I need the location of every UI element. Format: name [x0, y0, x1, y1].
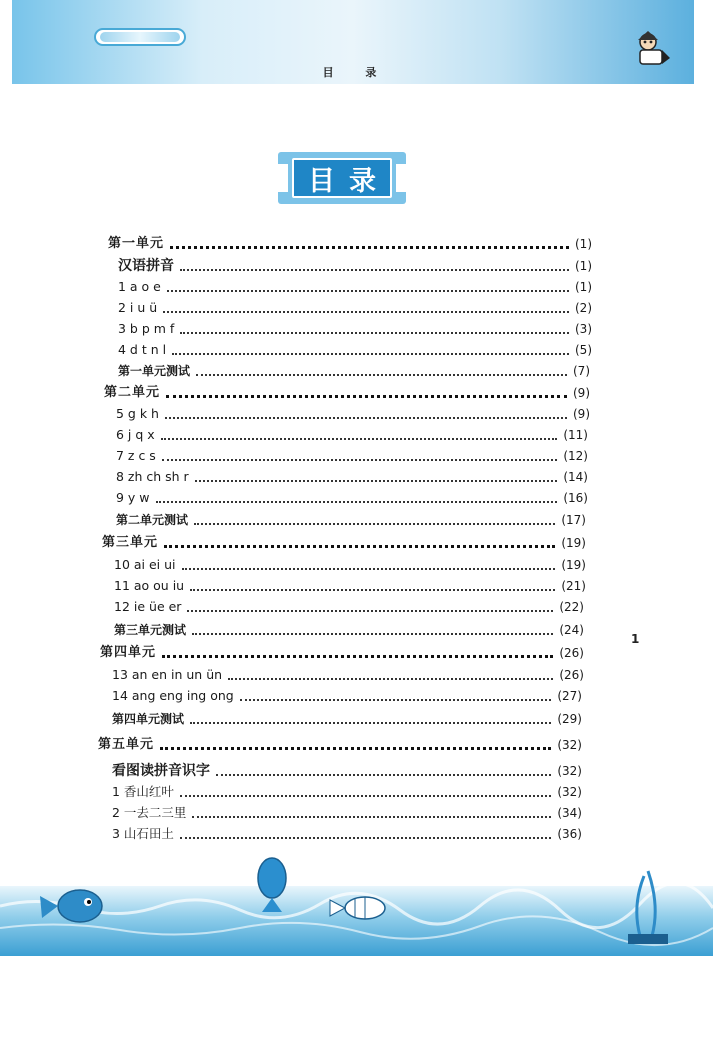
toc-lesson-row[interactable] — [118, 279, 592, 295]
toc-entry-label: 第一单元测试 — [118, 364, 191, 378]
toc-leader-dots — [182, 568, 556, 570]
toc-lesson-row[interactable] — [118, 321, 592, 337]
toc-leader-dots — [170, 246, 569, 249]
toc-entry-label: 9 y w — [116, 490, 150, 505]
toc-page-number: (21) — [561, 579, 586, 593]
toc-lesson-row[interactable] — [112, 826, 582, 842]
toc-page-number: (32) — [557, 738, 582, 752]
toc-unit-row[interactable] — [102, 535, 586, 551]
toc-page-number: (14) — [563, 470, 588, 484]
toc-leader-dots — [180, 837, 551, 839]
toc-entry-label: 看图读拼音识字 — [112, 763, 210, 779]
toc-entry-label: 3 b p m f — [118, 321, 175, 336]
toc-entry-label: 2 i u ü — [118, 300, 158, 315]
toc-page-number: (26) — [559, 668, 584, 682]
toc-leader-dots — [180, 795, 551, 797]
running-header-title: 目 录 — [322, 66, 391, 79]
toc-leader-dots — [228, 678, 553, 680]
toc-entry-label: 5 g k h — [116, 406, 159, 421]
toc-leader-dots — [167, 290, 569, 292]
toc-entry-label: 7 z c s — [116, 448, 156, 463]
toc-test-row[interactable] — [114, 622, 584, 638]
toc-entry-label: 3 山石田土 — [112, 826, 174, 841]
toc-entry-label: 6 j q x — [116, 427, 155, 442]
toc-page-number: (3) — [575, 322, 592, 336]
toc-page-number: (32) — [557, 764, 582, 778]
toc-entry-label: 14 ang eng ing ong — [112, 688, 234, 703]
toc-entry-label: 1 香山红叶 — [112, 784, 174, 799]
toc-lesson-row[interactable] — [118, 300, 592, 316]
toc-leader-dots — [161, 438, 558, 440]
toc-page-number: (9) — [573, 407, 590, 421]
toc-entry-label: 第二单元测试 — [116, 513, 189, 527]
toc-lesson-row[interactable] — [116, 406, 590, 422]
toc-leader-dots — [190, 722, 551, 724]
toc-page-number: (36) — [557, 827, 582, 841]
toc-page-number: (27) — [557, 689, 582, 703]
toc-leader-dots — [194, 523, 555, 525]
toc-section-row[interactable] — [112, 763, 582, 779]
toc-unit-row[interactable] — [108, 236, 592, 252]
toc-leader-dots — [240, 699, 552, 701]
toc-lesson-row[interactable] — [118, 342, 592, 358]
toc-page-number: (1) — [575, 280, 592, 294]
toc-test-row[interactable] — [112, 711, 582, 727]
toc-leader-dots — [196, 374, 567, 376]
toc-test-row[interactable] — [118, 363, 590, 379]
toc-lesson-row[interactable] — [116, 469, 588, 485]
toc-page-number: (5) — [575, 343, 592, 357]
toc-leader-dots — [163, 311, 569, 313]
toc-lesson-row[interactable] — [112, 667, 584, 683]
toc-entry-label: 第五单元 — [98, 737, 155, 752]
toc-lesson-row[interactable] — [116, 448, 588, 464]
toc-page-number: (24) — [559, 623, 584, 637]
toc-leader-dots — [162, 459, 558, 461]
toc-leader-dots — [166, 395, 567, 398]
toc-entry-label: 第一单元 — [108, 236, 165, 251]
toc-leader-dots — [164, 545, 555, 548]
toc-page-number: (2) — [575, 301, 592, 315]
toc-leader-dots — [156, 501, 558, 503]
toc-entry-label: 13 an en in un ün — [112, 667, 223, 682]
toc-page-number: (17) — [561, 513, 586, 527]
toc-entry-label: 第二单元 — [104, 385, 161, 400]
toc-page-number: (1) — [575, 259, 592, 273]
toc-lesson-row[interactable] — [112, 688, 582, 704]
toc-lesson-row[interactable] — [114, 578, 586, 594]
sea-illustration — [0, 856, 713, 956]
toc-leader-dots — [172, 353, 569, 355]
toc-entry-label: 2 一去二三里 — [112, 805, 187, 820]
toc-entry-label: 10 ai ei ui — [114, 557, 176, 572]
toc-leader-dots — [187, 610, 553, 612]
toc-unit-row[interactable] — [98, 737, 582, 753]
toc-page-number: (19) — [561, 536, 586, 550]
toc-entry-label: 第三单元 — [102, 535, 159, 550]
page-title: 目录 — [308, 165, 390, 197]
toc-page-number: (26) — [559, 646, 584, 660]
toc-leader-dots — [190, 589, 555, 591]
toc-unit-row[interactable] — [104, 385, 590, 401]
toc-page-number: (7) — [573, 364, 590, 378]
toc-page-number: (11) — [563, 428, 588, 442]
toc-page-number: (12) — [563, 449, 588, 463]
toc-entry-label: 汉语拼音 — [118, 258, 174, 274]
toc-lesson-row[interactable] — [114, 557, 586, 573]
toc-leader-dots — [165, 417, 567, 419]
toc-page-number: (29) — [557, 712, 582, 726]
toc-page-number: (32) — [557, 785, 582, 799]
toc-lesson-row[interactable] — [116, 427, 588, 443]
toc-unit-row[interactable] — [100, 645, 584, 661]
toc-page-number: (19) — [561, 558, 586, 572]
toc-lesson-row[interactable] — [114, 599, 584, 615]
toc-leader-dots — [192, 816, 551, 818]
toc-page-number: (16) — [563, 491, 588, 505]
toc-leader-dots — [195, 480, 558, 482]
toc-lesson-row[interactable] — [112, 805, 582, 821]
toc-leader-dots — [162, 655, 553, 658]
toc-lesson-row[interactable] — [112, 784, 582, 800]
toc-entry-label: 12 ie üe er — [114, 599, 182, 614]
toc-lesson-row[interactable] — [116, 490, 588, 506]
toc-page-number: (9) — [573, 386, 590, 400]
toc-leader-dots — [216, 774, 551, 776]
toc-entry-label: 1 a o e — [118, 279, 161, 294]
page-number: 1 — [631, 632, 640, 646]
toc-section-row[interactable] — [118, 258, 592, 274]
toc-entry-label: 8 zh ch sh r — [116, 469, 189, 484]
toc-entry-label: 第四单元测试 — [112, 712, 185, 726]
toc-entry-label: 第四单元 — [100, 645, 157, 660]
toc-test-row[interactable] — [116, 512, 586, 528]
toc-entry-label: 11 ao ou iu — [114, 578, 185, 593]
toc-page-number: (1) — [575, 237, 592, 251]
toc-entry-label: 第三单元测试 — [114, 623, 187, 637]
toc-leader-dots — [180, 332, 569, 334]
toc-leader-dots — [192, 633, 553, 635]
toc-page-number: (34) — [557, 806, 582, 820]
toc-page-number: (22) — [559, 600, 584, 614]
toc-leader-dots — [160, 747, 551, 750]
toc-entry-label: 4 d t n l — [118, 342, 167, 357]
toc-leader-dots — [180, 269, 569, 271]
